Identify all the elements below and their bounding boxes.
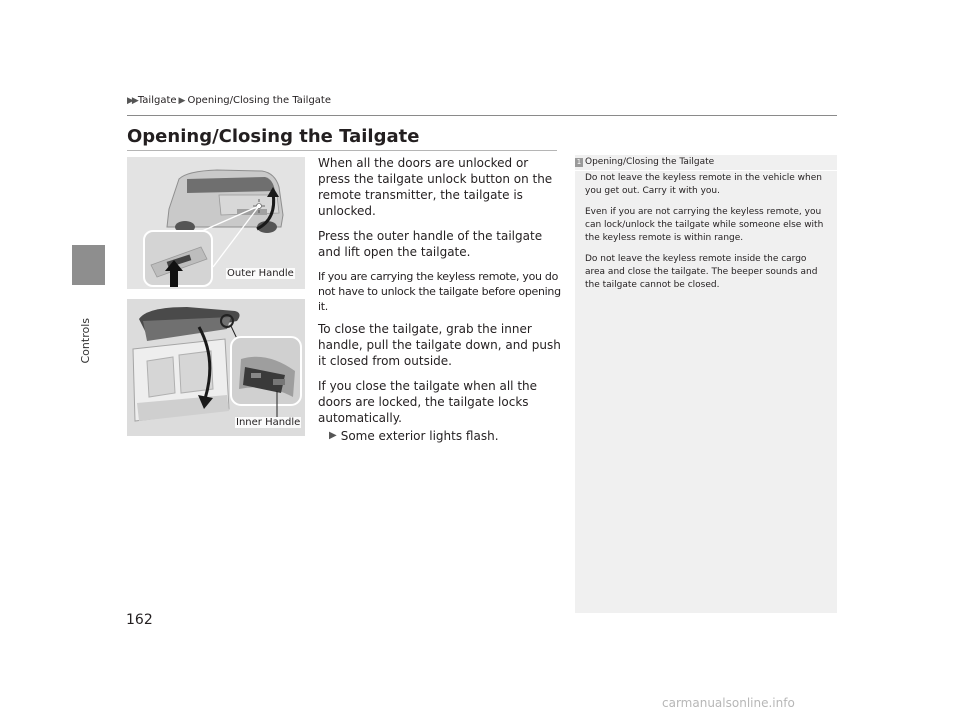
instruction-paragraph: When all the doors are unlocked or press the tailgate unlock button on the remote transmitter, the tailgate is unlocked. bbox=[318, 156, 553, 218]
note-paragraph: Do not leave the keyless remote inside the cargo area and close the tailgate. The beeper sounds and the tailgate cannot be closed. bbox=[585, 254, 818, 290]
outer-handle-callout: Outer Handle bbox=[227, 268, 294, 279]
instruction-paragraph: If you close the tailgate when all the doors are locked, the tailgate locks automatically. bbox=[318, 379, 538, 425]
instruction-paragraph: Press the outer handle of the tailgate and lift open the tailgate. bbox=[318, 229, 543, 259]
inner-handle-illustration bbox=[127, 299, 305, 436]
result-text: Some exterior lights flash. bbox=[340, 429, 499, 443]
note-paragraph: Even if you are not carrying the keyless remote, you can lock/unlock the tailgate while someone else with the keyless remote is within range. bbox=[585, 207, 824, 243]
header-divider bbox=[127, 115, 837, 116]
page-title: Opening/Closing the Tailgate bbox=[127, 126, 420, 147]
breadcrumb-arrow-icon: ▶ bbox=[178, 95, 186, 106]
instruction-paragraph: To close the tailgate, grab the inner handle, pull the tailgate down, and push it closed from outside. bbox=[318, 322, 561, 368]
notes-heading bbox=[575, 157, 837, 167]
notes-sidebar bbox=[575, 155, 837, 613]
notes-heading-divider bbox=[575, 170, 837, 171]
breadcrumb-item-tailgate[interactable]: Tailgate bbox=[137, 95, 177, 106]
keyless-note-paragraph: If you are carrying the keyless remote, you do not have to unlock the tailgate before opening it. bbox=[318, 270, 561, 313]
breadcrumb-item-opening-closing[interactable]: Opening/Closing the Tailgate bbox=[187, 95, 332, 106]
page-number: 162 bbox=[126, 612, 153, 628]
breadcrumb-arrow-icon: ▶▶ bbox=[127, 95, 137, 106]
notes-heading-text: Opening/Closing the Tailgate bbox=[585, 157, 715, 167]
watermark: carmanualsonline.info bbox=[662, 696, 795, 710]
section-tab-label: Controls bbox=[79, 318, 92, 364]
notes-body bbox=[575, 172, 837, 292]
outer-handle-illustration bbox=[127, 157, 305, 289]
section-tab-marker bbox=[72, 245, 105, 285]
note-paragraph: Do not leave the keyless remote in the vehicle when you get out. Carry it with you. bbox=[585, 173, 822, 196]
result-arrow-icon: ▶ bbox=[329, 430, 337, 441]
note-number-badge: 1 bbox=[576, 157, 582, 166]
title-divider bbox=[127, 150, 557, 151]
inner-handle-callout: Inner Handle bbox=[236, 417, 301, 428]
breadcrumb bbox=[127, 95, 331, 106]
instructions-column bbox=[318, 155, 562, 444]
result-line bbox=[318, 428, 562, 444]
